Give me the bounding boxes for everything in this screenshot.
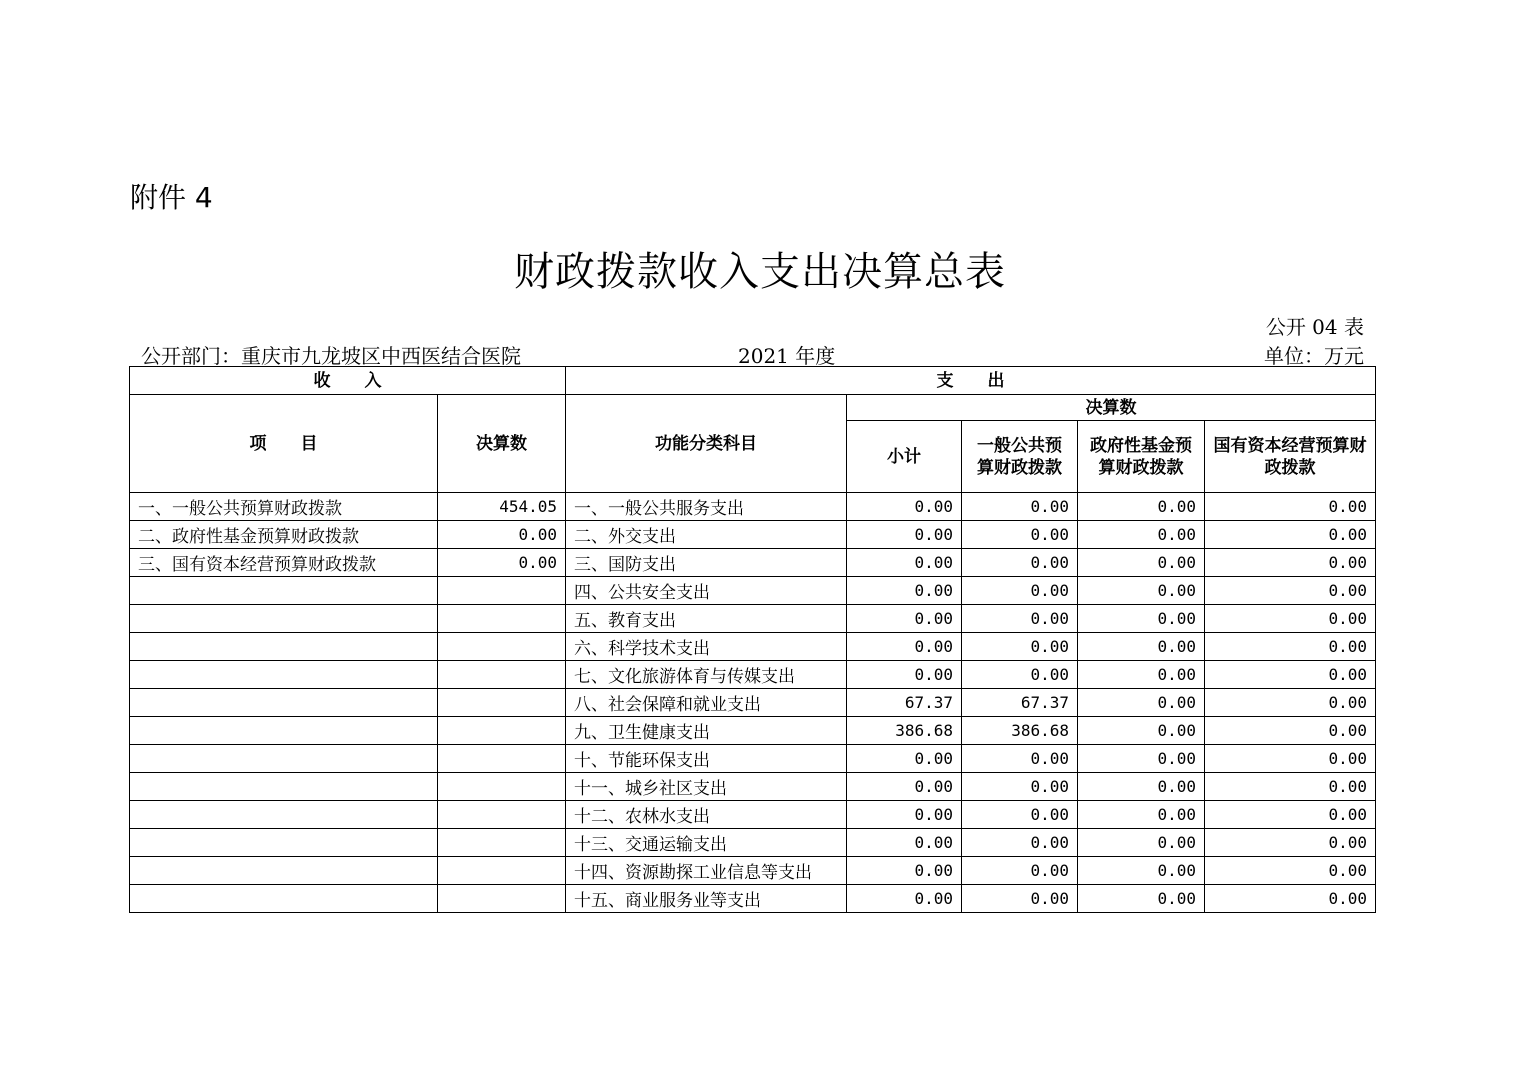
gov-fund-header: 政府性基金预算财政拨款	[1078, 421, 1205, 493]
function-cell: 六、科学技术支出	[566, 633, 847, 661]
state-capital-cell: 0.00	[1205, 633, 1376, 661]
income-amount-cell: 454.05	[438, 493, 566, 521]
attachment-label: 附件 4	[130, 181, 213, 214]
state-capital-cell: 0.00	[1205, 549, 1376, 577]
year-label: 2021 年度	[738, 344, 836, 368]
income-amount-cell	[438, 717, 566, 745]
state-capital-cell: 0.00	[1205, 885, 1376, 913]
income-item-cell	[130, 829, 438, 857]
table-row	[130, 885, 1376, 913]
income-amount-cell	[438, 633, 566, 661]
gov-fund-cell: 0.00	[1078, 801, 1205, 829]
function-cell: 十、节能环保支出	[566, 745, 847, 773]
general-budget-header: 一般公共预算财政拨款	[962, 421, 1078, 493]
table-row	[130, 521, 1376, 549]
table-row	[130, 801, 1376, 829]
function-cell: 九、卫生健康支出	[566, 717, 847, 745]
table-row	[130, 689, 1376, 717]
state-capital-cell: 0.00	[1205, 605, 1376, 633]
gov-fund-cell: 0.00	[1078, 549, 1205, 577]
income-amount-cell	[438, 577, 566, 605]
general-budget-cell: 0.00	[962, 521, 1078, 549]
expense-header: 支 出	[566, 367, 1376, 395]
amount-header: 决算数	[438, 395, 566, 493]
income-amount-cell	[438, 885, 566, 913]
income-amount-cell	[438, 829, 566, 857]
function-cell: 五、教育支出	[566, 605, 847, 633]
subtotal-cell: 67.37	[847, 689, 962, 717]
state-capital-cell: 0.00	[1205, 577, 1376, 605]
gov-fund-cell: 0.00	[1078, 829, 1205, 857]
income-item-cell	[130, 577, 438, 605]
form-number: 公开 04 表	[1265, 315, 1364, 339]
gov-fund-cell: 0.00	[1078, 745, 1205, 773]
gov-fund-cell: 0.00	[1078, 857, 1205, 885]
subtotal-cell: 0.00	[847, 801, 962, 829]
function-cell: 七、文化旅游体育与传媒支出	[566, 661, 847, 689]
budget-table	[129, 366, 1376, 913]
income-item-cell	[130, 689, 438, 717]
general-budget-cell: 0.00	[962, 577, 1078, 605]
income-header: 收 入	[130, 367, 566, 395]
gov-fund-cell: 0.00	[1078, 633, 1205, 661]
general-budget-cell: 0.00	[962, 549, 1078, 577]
gov-fund-cell: 0.00	[1078, 717, 1205, 745]
table-row	[130, 605, 1376, 633]
page-title: 财政拨款收入支出决算总表	[514, 249, 1006, 295]
general-budget-cell: 67.37	[962, 689, 1078, 717]
gov-fund-cell: 0.00	[1078, 885, 1205, 913]
income-item-cell	[130, 857, 438, 885]
function-cell: 四、公共安全支出	[566, 577, 847, 605]
income-amount-cell	[438, 605, 566, 633]
table-row	[130, 633, 1376, 661]
general-budget-cell: 0.00	[962, 605, 1078, 633]
function-cell: 十一、城乡社区支出	[566, 773, 847, 801]
gov-fund-cell: 0.00	[1078, 661, 1205, 689]
income-item-cell	[130, 717, 438, 745]
subtotal-header: 小计	[847, 421, 962, 493]
state-capital-cell: 0.00	[1205, 493, 1376, 521]
state-capital-cell: 0.00	[1205, 773, 1376, 801]
item-header: 项 目	[130, 395, 438, 493]
income-item-cell: 一、一般公共预算财政拨款	[130, 493, 438, 521]
income-amount-cell	[438, 745, 566, 773]
general-budget-cell: 0.00	[962, 745, 1078, 773]
function-cell: 三、国防支出	[566, 549, 847, 577]
income-item-cell	[130, 773, 438, 801]
function-cell: 八、社会保障和就业支出	[566, 689, 847, 717]
table-row	[130, 773, 1376, 801]
income-amount-cell: 0.00	[438, 549, 566, 577]
table-row	[130, 857, 1376, 885]
state-capital-cell: 0.00	[1205, 521, 1376, 549]
subtotal-cell: 0.00	[847, 577, 962, 605]
income-item-cell	[130, 633, 438, 661]
state-capital-cell: 0.00	[1205, 801, 1376, 829]
subtotal-cell: 0.00	[847, 661, 962, 689]
general-budget-cell: 0.00	[962, 633, 1078, 661]
income-item-cell: 二、政府性基金预算财政拨款	[130, 521, 438, 549]
subtotal-cell: 0.00	[847, 549, 962, 577]
income-item-cell: 三、国有资本经营预算财政拨款	[130, 549, 438, 577]
general-budget-cell: 0.00	[962, 493, 1078, 521]
gov-fund-cell: 0.00	[1078, 773, 1205, 801]
function-cell: 一、一般公共服务支出	[566, 493, 847, 521]
state-capital-cell: 0.00	[1205, 745, 1376, 773]
function-cell: 十五、商业服务业等支出	[566, 885, 847, 913]
gov-fund-cell: 0.00	[1078, 605, 1205, 633]
general-budget-cell: 0.00	[962, 661, 1078, 689]
subtotal-cell: 0.00	[847, 605, 962, 633]
general-budget-cell: 0.00	[962, 801, 1078, 829]
income-item-cell	[130, 745, 438, 773]
income-item-cell	[130, 885, 438, 913]
function-header: 功能分类科目	[566, 395, 847, 493]
gov-fund-cell: 0.00	[1078, 521, 1205, 549]
subtotal-cell: 0.00	[847, 773, 962, 801]
table-row	[130, 661, 1376, 689]
table-row	[130, 745, 1376, 773]
subtotal-cell: 0.00	[847, 633, 962, 661]
general-budget-cell: 0.00	[962, 857, 1078, 885]
table-row	[130, 829, 1376, 857]
state-capital-cell: 0.00	[1205, 829, 1376, 857]
state-capital-cell: 0.00	[1205, 661, 1376, 689]
subtotal-cell: 0.00	[847, 521, 962, 549]
income-amount-cell	[438, 801, 566, 829]
state-capital-cell: 0.00	[1205, 717, 1376, 745]
subtotal-cell: 386.68	[847, 717, 962, 745]
income-item-cell	[130, 801, 438, 829]
table-row	[130, 717, 1376, 745]
income-amount-cell	[438, 661, 566, 689]
subtotal-cell: 0.00	[847, 745, 962, 773]
income-item-cell	[130, 661, 438, 689]
subtotal-cell: 0.00	[847, 857, 962, 885]
income-amount-cell	[438, 689, 566, 717]
function-cell: 二、外交支出	[566, 521, 847, 549]
unit-label: 单位：万元	[1264, 344, 1364, 368]
general-budget-cell: 0.00	[962, 885, 1078, 913]
table-row	[130, 577, 1376, 605]
function-cell: 十三、交通运输支出	[566, 829, 847, 857]
gov-fund-cell: 0.00	[1078, 577, 1205, 605]
subtotal-cell: 0.00	[847, 829, 962, 857]
income-amount-cell	[438, 857, 566, 885]
general-budget-cell: 0.00	[962, 829, 1078, 857]
state-capital-cell: 0.00	[1205, 689, 1376, 717]
function-cell: 十四、资源勘探工业信息等支出	[566, 857, 847, 885]
table-row	[130, 493, 1376, 521]
state-capital-cell: 0.00	[1205, 857, 1376, 885]
gov-fund-cell: 0.00	[1078, 493, 1205, 521]
department-label: 公开部门：重庆市九龙坡区中西医结合医院	[141, 344, 521, 368]
income-amount-cell	[438, 773, 566, 801]
subtotal-cell: 0.00	[847, 885, 962, 913]
gov-fund-cell: 0.00	[1078, 689, 1205, 717]
income-item-cell	[130, 605, 438, 633]
income-amount-cell: 0.00	[438, 521, 566, 549]
general-budget-cell: 0.00	[962, 773, 1078, 801]
table-row	[130, 549, 1376, 577]
state-capital-header: 国有资本经营预算财政拨款	[1205, 421, 1376, 493]
final-amount-header: 决算数	[847, 395, 1376, 421]
function-cell: 十二、农林水支出	[566, 801, 847, 829]
subtotal-cell: 0.00	[847, 493, 962, 521]
general-budget-cell: 386.68	[962, 717, 1078, 745]
